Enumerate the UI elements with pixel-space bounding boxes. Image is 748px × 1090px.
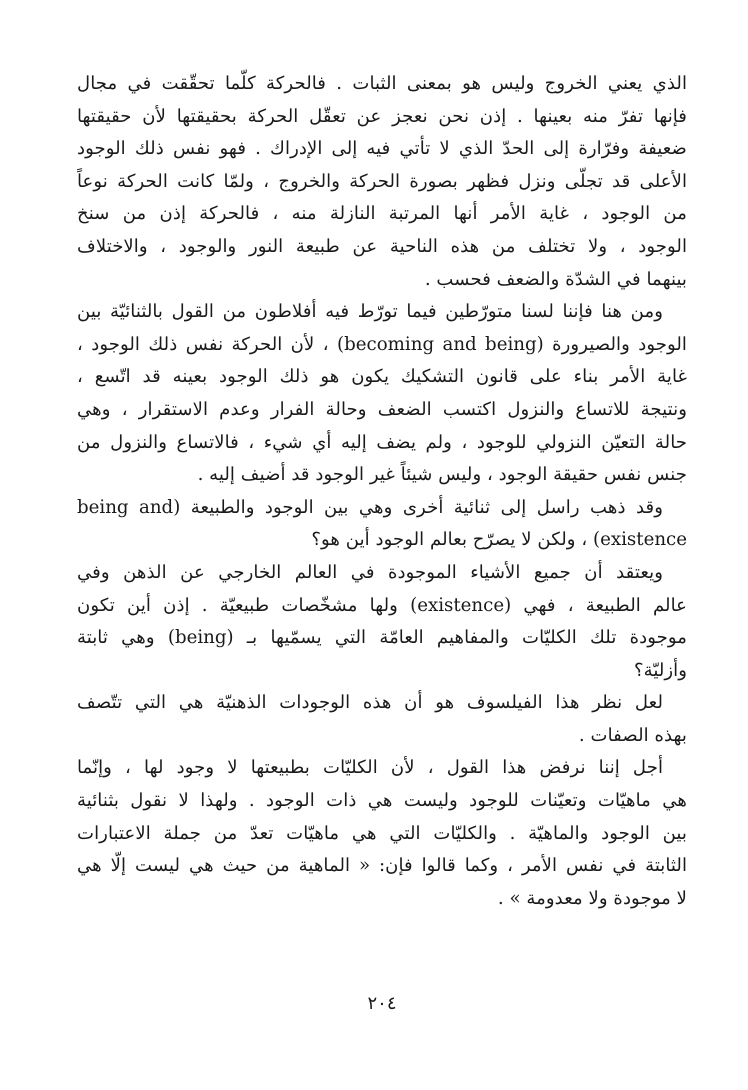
text-line: الوجود والصيرورة (becoming and being) ، لأن الحركة نفس ذلك الوجود ، [77, 333, 687, 355]
text-line: أجل إننا نرفض هذا القول ، لأن الكليّات بطبيعتها لا وجود لها ، وإنّما [77, 757, 663, 779]
text-line: ضعيفة وفرّارة إلى الحدّ الذي لا تأتي فيه إلى الإدراك . فهو نفس ذلك الوجود [77, 138, 687, 160]
text-line: من الوجود ، غاية الأمر أنها المرتبة النازلة منه ، فالحركة إذن من سنخ [77, 203, 687, 225]
text-line: فإنها تفرّ منه بعينها . إذن نحن نعجز عن تعقّل الحركة بحقيقتها لأن حقيقتها [77, 105, 687, 127]
text-line: عالم الطبيعة ، فهي (existence) ولها مشخّصات طبيعيّة . إذن أين تكون [77, 594, 687, 616]
text-line: بين الوجود والماهيّة . والكليّات التي هي ماهيّات تعدّ من جملة الاعتبارات [77, 822, 687, 844]
text-line: وقد ذهب راسل إلى ثنائية أخرى وهي بين الوجود والطبيعة (being and [77, 496, 664, 518]
text-line: الوجود ، ولا تختلف من هذه الناحية عن طبيعة النور والوجود ، والاختلاف [77, 235, 687, 257]
text-line: الأعلى قد تجلّى ونزل فظهر بصورة الحركة والخروج ، ولمّا كانت الحركة نوعاً [77, 170, 687, 192]
text-line: ومن هنا فإننا لسنا متورّطين فيما تورّط فيه أفلاطون من القول بالثنائيّة بين [77, 301, 663, 323]
text-line: غاية الأمر بناء على قانون التشكيك يكون هو ذلك الوجود بعينه قد اتّسع ، [77, 366, 687, 388]
text-line: existence) ، ولكن لا يصرّح بعالم الوجود أين هو؟ [311, 529, 687, 551]
text-line: الثابتة في نفس الأمر ، وكما قالوا فإن: « الماهية من حيث هي ليست إلّا هي [77, 855, 687, 877]
text-line: جنس نفس حقيقة الوجود ، وليس شيئاً غير الوجود قد أضيف إليه . [197, 464, 687, 486]
paragraph-3 [77, 492, 687, 557]
paragraph-1 [77, 68, 687, 296]
text-line: هي ماهيّات وتعيّنات للوجود وليست هي ذات الوجود . ولهذا لا نقول بثنائية [77, 790, 687, 812]
text-line: ويعتقد أن جميع الأشياء الموجودة في العالم الخارجي عن الذهن وفي [77, 561, 663, 583]
text-line: الذي يعني الخروج وليس هو بمعنى الثبات . فالحركة كلّما تحقّقت في مجال [77, 73, 687, 94]
paragraph-4 [77, 557, 687, 687]
text-line: بينهما في الشدّة والضعف فحسب . [424, 268, 687, 290]
paragraph-6 [77, 752, 687, 915]
text-line: لا موجودة ولا معدومة » . [497, 887, 687, 909]
text-line: حالة التعيّن النزولي للوجود ، ولم يضف إليه أي شيء ، فالاتساع والنزول من [77, 431, 687, 453]
page-number: ٢٠٤ [367, 993, 397, 1014]
text-line: بهذه الصفات . [578, 724, 687, 746]
page-body [77, 68, 687, 1068]
paragraph-5 [77, 687, 687, 752]
paragraph-2 [77, 296, 687, 492]
text-line: موجودة تلك الكليّات والمفاهيم العامّة التي يسمّيها بـ (being) وهي ثابتة [77, 627, 687, 649]
text-line: لعل نظر هذا الفيلسوف هو أن هذه الوجودات الذهنيّة هي التي تتّصف [77, 692, 663, 714]
text-line: وأزليّة؟ [633, 659, 687, 681]
text-line: ونتيجة للاتساع والنزول اكتسب الضعف وحالة الفرار وعدم الاستقرار ، وهي [77, 398, 687, 420]
